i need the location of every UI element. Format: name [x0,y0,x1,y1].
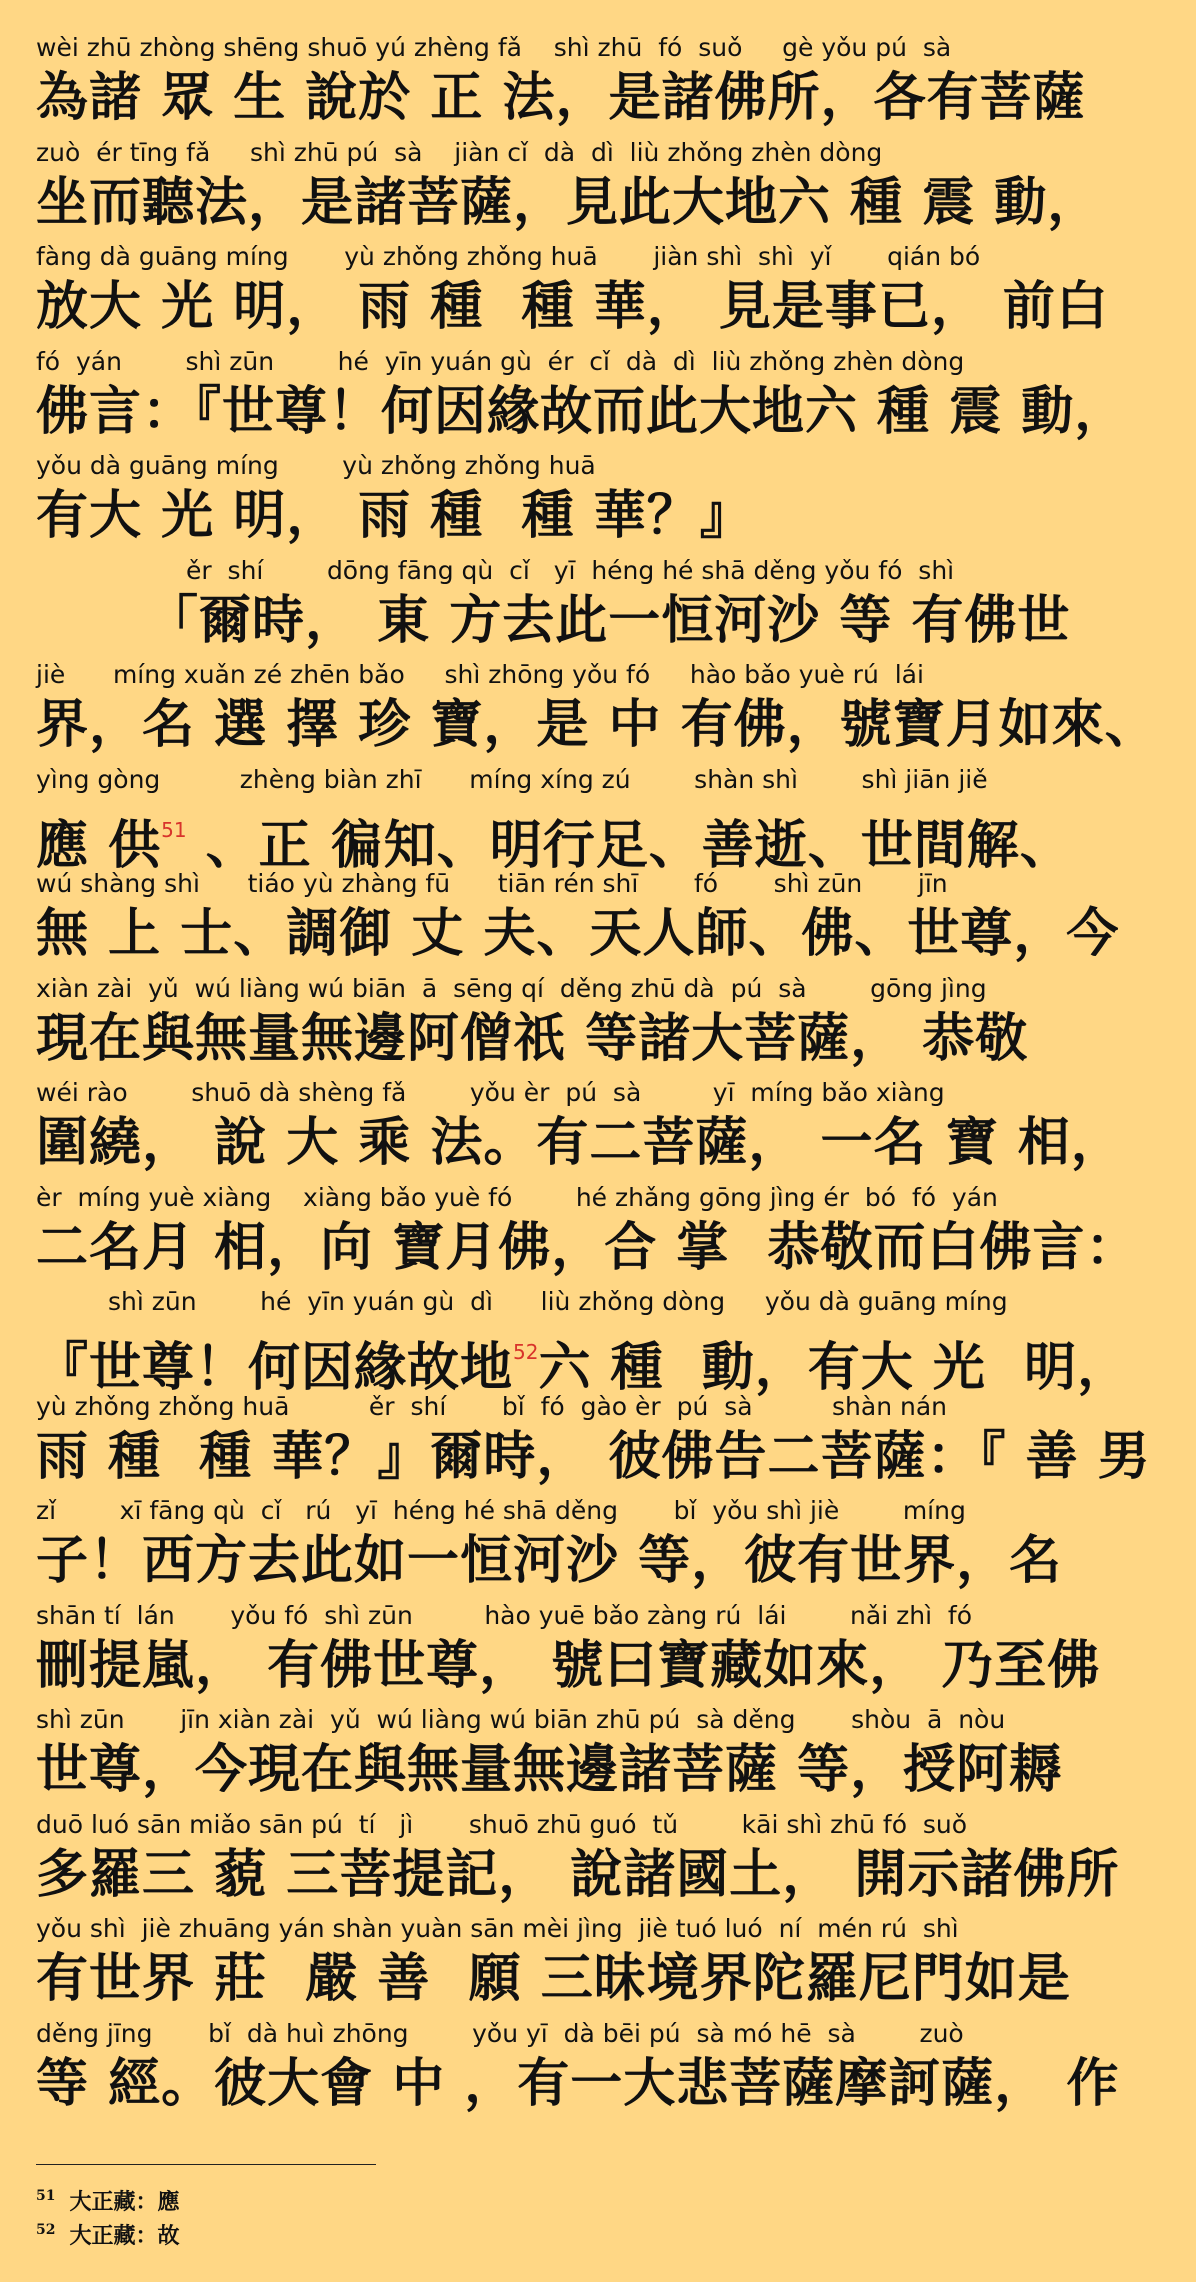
verse-line [36,2016,1120,2121]
verse-line [36,344,1128,449]
footnote-text: 大正藏：故 [69,2223,180,2249]
chinese-text [36,796,1073,876]
chinese-text [36,1423,1151,1493]
chinese-text-segment: 圍繞， 說 大 乘 法。有二菩薩， 一名 寶 相， [36,1113,1124,1173]
footnote-52 [36,2212,636,2248]
chinese-text-segment: 刪提嵐， 有佛世尊， 號曰寶藏如來， 乃至佛 [36,1636,1101,1696]
pinyin-annotation: zuò ér tīng fǎ shì zhū pú sà jiàn cǐ dà dì liù zhǒng zhèn dòng [36,138,883,167]
pinyin-annotation: wéi rào shuō dà shèng fǎ yǒu èr pú sà yī míng bǎo xiàng [36,1078,945,1107]
chinese-text [36,169,1101,239]
pinyin-annotation: yìng gòng zhèng biàn zhī míng xíng zú shàn shì shì jiān jiě [36,765,988,794]
chinese-text-segment: 應 供 [36,816,162,876]
chinese-text [36,378,1128,448]
verse-line [36,1702,1063,1807]
footnote-number: 51 [36,2188,56,2204]
verse-line [36,1075,1124,1180]
chinese-text [36,1632,1101,1702]
verse-line [36,1598,1101,1703]
chinese-text-segment: 有世界 莊 嚴 善 願 三昧境界陀羅尼門如是 [36,1949,1071,2009]
chinese-text [36,1109,1124,1179]
verse-line [36,1807,1120,1912]
chinese-text [36,1841,1120,1911]
chinese-text-segment: 界，名 選 擇 珍 寶，是 中 有佛，號寶月如來、 [36,695,1158,755]
verse-line [36,1493,1063,1598]
chinese-text-segment: 『世尊！何因緣故地 [36,1338,514,1398]
chinese-text-segment: 為諸 眾 生 說於 正 法，是諸佛所，各有菩薩 [36,68,1086,128]
chinese-text-segment: 等 經。彼大會 中 ，有一大悲菩薩摩訶薩， 作 [36,2054,1120,2114]
chinese-text-segment: 佛言：『世尊！何因緣故而此大地六 種 震 動， [36,382,1128,442]
verse-line [36,1911,1071,2016]
chinese-text-segment: 二名月 相，向 寶月佛，合 掌 恭敬而白佛言： [36,1218,1139,1278]
chinese-text-segment: 坐而聽法，是諸菩薩，見此大地六 種 震 動， [36,173,1101,233]
footnote-reference[interactable]: 51 [161,818,187,842]
pinyin-annotation: yǒu shì jiè zhuāng yán shàn yuàn sān mèi jìng jiè tuó luó ní mén rú shì [36,1914,959,1943]
chinese-text [36,273,1109,343]
pinyin-annotation: wú shàng shì tiáo yù zhàng fū tiān rén shī fó shì zūn jīn [36,869,948,898]
footnote-reference[interactable]: 52 [513,1340,539,1364]
chinese-text [36,1736,1063,1806]
chinese-text-segment: 「爾時， 東 方去此一恒河沙 等 有佛世 [146,591,1071,651]
chinese-text-segment: 六 種 動，有大 光 明， [538,1338,1131,1398]
pinyin-annotation: yù zhǒng zhǒng huā ěr shí bǐ fó gào èr pú sà shàn nán [36,1392,947,1421]
pinyin-annotation: wèi zhū zhòng shēng shuō yú zhèng fǎ shì zhū fó suǒ gè yǒu pú sà [36,33,952,62]
chinese-text-segment: 有大 光 明， 雨 種 種 華？』 [36,486,753,546]
chinese-text [36,691,1158,761]
pinyin-annotation: shì zūn hé yīn yuán gù dì liù zhǒng dòng yǒu dà guāng míng [108,1287,1008,1316]
footnote-number: 52 [36,2222,56,2238]
verse-line [36,1180,1139,1285]
verse-line [36,657,1158,762]
pinyin-annotation: ěr shí dōng fāng qù cǐ yī héng hé shā děng yǒu fó shì [186,556,955,585]
footnote-divider [36,2164,376,2165]
pinyin-annotation: zǐ xī fāng qù cǐ rú yī héng hé shā děng bǐ yǒu shì jiè míng [36,1496,966,1525]
chinese-text [36,1318,1131,1398]
footnote-text: 大正藏：應 [69,2189,180,2215]
footnote-51 [36,2178,636,2214]
chinese-text [36,1214,1139,1284]
pinyin-annotation: xiàn zài yǔ wú liàng wú biān ā sēng qí děng zhū dà pú sà gōng jìng [36,974,987,1003]
pinyin-annotation: èr míng yuè xiàng xiàng bǎo yuè fó hé zhǎng gōng jìng ér bó fó yán [36,1183,998,1212]
verse-line [36,30,1086,135]
chinese-text [146,587,1156,657]
pinyin-annotation: yǒu dà guāng míng yù zhǒng zhǒng huā [36,451,596,480]
chinese-text-segment: 子！西方去此如一恒河沙 等，彼有世界，名 [36,1531,1063,1591]
verse-line [36,239,1109,344]
pinyin-annotation: shì zūn jīn xiàn zài yǔ wú liàng wú biān zhū pú sà děng shòu ā nòu [36,1705,1006,1734]
chinese-text-segment: 放大 光 明， 雨 種 種 華， 見是事已， 前白 [36,277,1109,337]
pinyin-annotation: jiè míng xuǎn zé zhēn bǎo shì zhōng yǒu fó hào bǎo yuè rú lái [36,660,924,689]
chinese-text [36,1005,1046,1075]
chinese-text [36,1527,1063,1597]
verse-line [36,971,1046,1076]
verse-line [36,866,1120,971]
chinese-text [36,900,1120,970]
chinese-text [36,2050,1120,2120]
chinese-text [36,64,1086,134]
pinyin-annotation: fó yán shì zūn hé yīn yuán gù ér cǐ dà dì liù zhǒng zhèn dòng [36,347,965,376]
pinyin-annotation: děng jīng bǐ dà huì zhōng yǒu yī dà bēi pú sà mó hē sà zuò [36,2019,964,2048]
pinyin-annotation: fàng dà guāng míng yù zhǒng zhǒng huā jiàn shì shì yǐ qián bó [36,242,981,271]
chinese-text-segment: 、正 徧知、明行足、善逝、世間解、 [186,816,1073,876]
verse-line [36,1284,1131,1398]
chinese-text-segment: 世尊，今現在與無量無邊諸菩薩 等，授阿耨 [36,1740,1063,1800]
verse-line [36,448,1046,553]
chinese-text-segment: 現在與無量無邊阿僧祇 等諸大菩薩， 恭敬 [36,1009,1029,1069]
chinese-text-segment: 雨 種 種 華？』爾時， 彼佛告二菩薩：『 善 男 [36,1427,1151,1487]
chinese-text [36,482,1046,552]
pinyin-annotation: shān tí lán yǒu fó shì zūn hào yuē bǎo zàng rú lái nǎi zhì fó [36,1601,972,1630]
verse-line [36,553,1071,658]
verse-line [36,1389,1151,1494]
chinese-text-segment: 無 上 士、調御 丈 夫、天人師、佛、世尊，今 [36,904,1120,964]
chinese-text-segment: 多羅三 藐 三菩提記， 說諸國土， 開示諸佛所 [36,1845,1120,1905]
chinese-text [36,1945,1071,2015]
pinyin-annotation: duō luó sān miǎo sān pú tí jì shuō zhū guó tǔ kāi shì zhū fó suǒ [36,1810,968,1839]
verse-line [36,762,1073,876]
verse-line [36,135,1101,240]
